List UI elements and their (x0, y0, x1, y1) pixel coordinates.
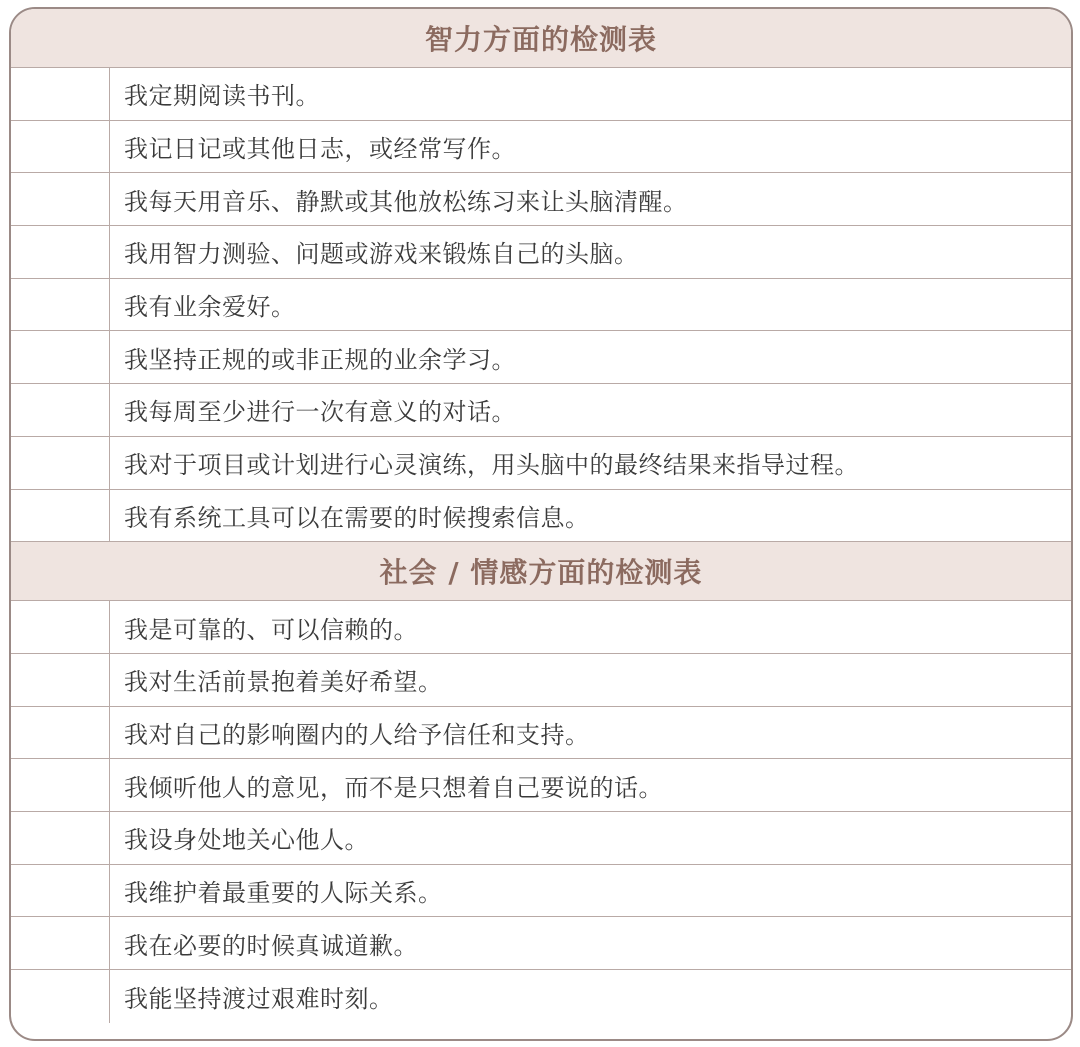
table-row (11, 917, 1071, 970)
check-cell[interactable] (11, 601, 110, 653)
item-text: 我对生活前景抱着美好希望。 (124, 668, 443, 697)
item-text: 我每周至少进行一次有意义的对话。 (124, 398, 516, 427)
check-cell[interactable] (11, 121, 110, 173)
table-row (11, 331, 1071, 384)
check-cell[interactable] (11, 707, 110, 759)
item-text: 我坚持正规的或非正规的业余学习。 (124, 345, 516, 374)
check-cell[interactable] (11, 970, 110, 1023)
item-text: 我记日记或其他日志，或经常写作。 (124, 135, 516, 164)
section-title: 智力方面的检测表 (424, 23, 657, 56)
item-text: 我用智力测验、问题或游戏来锻炼自己的头脑。 (124, 240, 639, 269)
table-row (11, 759, 1071, 812)
check-cell[interactable] (11, 384, 110, 436)
item-text: 我对于项目或计划进行心灵演练，用头脑中的最终结果来指导过程。 (124, 451, 859, 480)
table-row (11, 601, 1071, 654)
item-text: 我每天用音乐、静默或其他放松练习来让头脑清醒。 (124, 187, 688, 216)
item-text: 我有业余爱好。 (124, 293, 296, 322)
check-cell[interactable] (11, 226, 110, 278)
table-row (11, 68, 1071, 121)
section-body (11, 601, 1071, 1023)
item-text: 我有系统工具可以在需要的时候搜索信息。 (124, 503, 590, 532)
checklist-sheet (9, 7, 1073, 1041)
table-row (11, 121, 1071, 174)
check-cell[interactable] (11, 917, 110, 969)
check-cell[interactable] (11, 437, 110, 489)
check-cell[interactable] (11, 812, 110, 864)
item-text: 我定期阅读书刊。 (124, 82, 320, 111)
check-cell[interactable] (11, 865, 110, 917)
item-text: 我能坚持渡过艰难时刻。 (124, 984, 394, 1013)
check-cell[interactable] (11, 279, 110, 331)
check-cell[interactable] (11, 68, 110, 120)
section-body (11, 68, 1071, 542)
table-row (11, 279, 1071, 332)
section-title: 社会 / 情感方面的检测表 (379, 556, 703, 590)
check-cell[interactable] (11, 490, 110, 542)
table-row (11, 173, 1071, 226)
item-text: 我倾听他人的意见，而不是只想着自己要说的话。 (124, 773, 663, 802)
table-row (11, 654, 1071, 707)
table-row (11, 490, 1071, 543)
social-emotional-section (11, 542, 1071, 1023)
table-row (11, 707, 1071, 760)
table-row (11, 384, 1071, 437)
section-header (11, 542, 1071, 601)
table-row (11, 812, 1071, 865)
item-text: 我是可靠的、可以信赖的。 (124, 615, 418, 644)
check-cell[interactable] (11, 173, 110, 225)
intellectual-section (11, 9, 1071, 542)
table-row (11, 865, 1071, 918)
item-text: 我维护着最重要的人际关系。 (124, 878, 443, 907)
item-text: 我在必要的时候真诚道歉。 (124, 931, 418, 960)
check-cell[interactable] (11, 654, 110, 706)
table-row (11, 970, 1071, 1023)
check-cell[interactable] (11, 331, 110, 383)
item-text: 我对自己的影响圈内的人给予信任和支持。 (124, 720, 590, 749)
table-row (11, 437, 1071, 490)
table-row (11, 226, 1071, 279)
check-cell[interactable] (11, 759, 110, 811)
item-text: 我设身处地关心他人。 (124, 826, 369, 855)
section-header (11, 9, 1071, 68)
